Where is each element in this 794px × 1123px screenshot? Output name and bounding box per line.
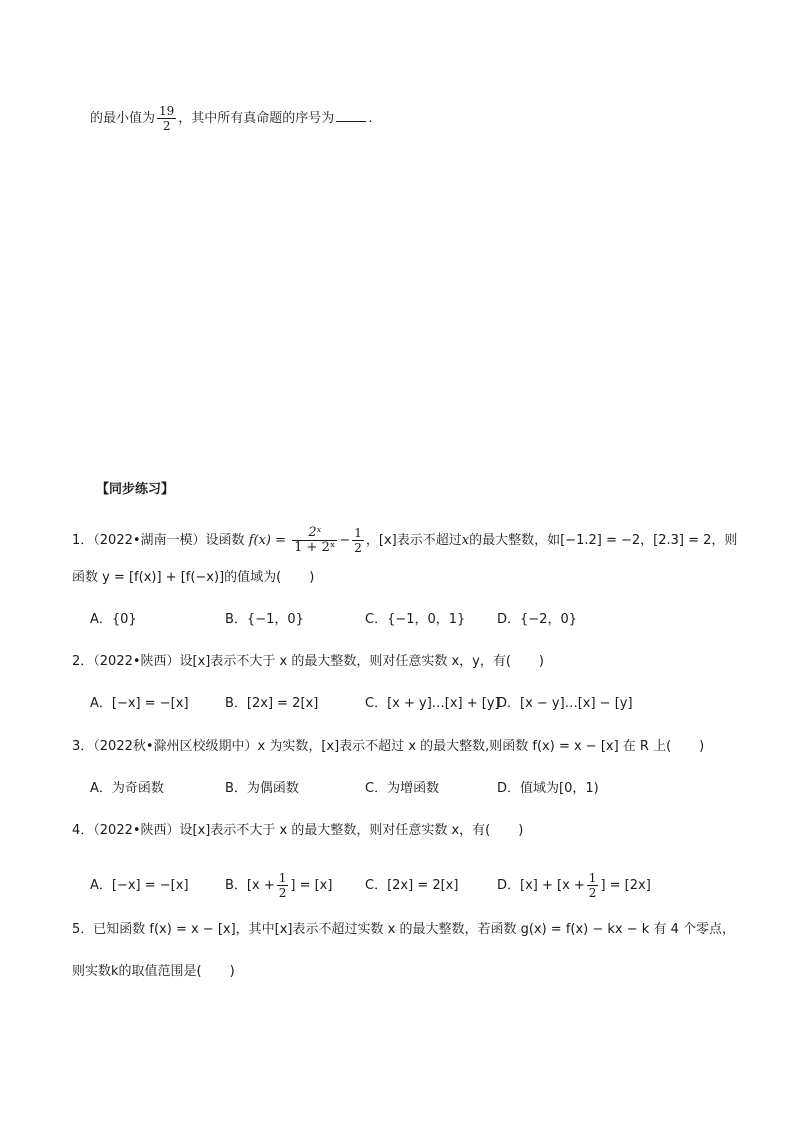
question-3-line: 3．（2022秋•滁州区校级期中）x 为实数，[x]表示不超过 x 的最大整数,则函数 f(x) = x − [x] 在 R 上( ) xyxy=(72,739,705,754)
q1-option-b[interactable]: B．{−1，0} xyxy=(225,612,304,627)
q1-option-c[interactable]: C．{−1，0，1} xyxy=(365,612,466,627)
q4-option-a[interactable]: A．[−x] = −[x] xyxy=(90,878,189,893)
q1-option-a[interactable]: A．{0} xyxy=(90,612,137,627)
section-title: 【同步练习】 xyxy=(96,482,175,497)
fraction-1-over-2: $\frac{1}{2}$ xyxy=(278,871,287,900)
carryover-suffix: ，其中所有真命题的序号为 xyxy=(178,111,335,126)
question-4-line: 4．（2022•陕西）设[x]表示不大于 x 的最大整数，则对任意实数 x，有( ) xyxy=(72,823,524,838)
question-5-line-2: 则实数k的取值范围是( ) xyxy=(72,964,235,979)
q2-option-d[interactable]: D．[x − y]…[x] − [y] xyxy=(497,696,633,711)
question-5-line-1: 5．已知函数 f(x) = x − [x]，其中[x]表示不超过实数 x 的最大整数，若函数 g(x) = f(x) − kx − k 有 4 个零点， xyxy=(72,922,735,937)
q3-option-a[interactable]: A．为奇函数 xyxy=(90,781,164,796)
function-f: f(x) = xyxy=(248,533,287,548)
carryover-prefix: 的最小值为 xyxy=(90,111,156,126)
q2-option-b[interactable]: B．[2x] = 2[x] xyxy=(225,696,319,711)
answer-blank xyxy=(336,109,366,122)
fraction-1-over-2: $\frac{1}{2}$ xyxy=(588,871,597,900)
question-1-line-2: 函数 y = [f(x)] + [f(−x)]的值域为( ) xyxy=(72,570,315,585)
q4-option-d[interactable]: D．[x] + [x + $\frac{1}{2}$ ] = [2x] xyxy=(497,871,651,900)
q4-option-b[interactable]: B．[x + $\frac{1}{2}$ ] = [x] xyxy=(225,871,333,900)
q4-option-c[interactable]: C．[2x] = 2[x] xyxy=(365,878,459,893)
fraction-1-over-2: $\frac{1}{2}$ xyxy=(354,526,362,555)
fraction-2x-over-1plus2x: $\frac{\text{2ˣ}}{\text{1 + 2ˣ}}$ xyxy=(294,525,336,555)
q1-option-d[interactable]: D．{−2，0} xyxy=(497,612,577,627)
q3-option-d[interactable]: D．值域为[0，1) xyxy=(497,781,599,796)
question-2-line: 2．（2022•陕西）设[x]表示不大于 x 的最大整数，则对任意实数 x，y，有( ) xyxy=(72,654,544,669)
q2-option-a[interactable]: A．[−x] = −[x] xyxy=(90,696,189,711)
q3-option-b[interactable]: B．为偶函数 xyxy=(225,781,299,796)
q3-option-c[interactable]: C．为增函数 xyxy=(365,781,440,796)
q2-option-c[interactable]: C．[x + y]…[x] + [y] xyxy=(365,696,500,711)
question-1-line-1: 1．（2022•湖南一模）设函数 f(x) = $\frac{\text{2ˣ}}{\text{1 + 2ˣ}}$ − $\frac{1}{2}$ ，[x]表示不超过x的最大整数，如[−1.2] = −2，[2.3] = 2，则 xyxy=(72,525,738,555)
carryover-line: 的最小值为 $\frac{19}{2}$ ，其中所有真命题的序号为 . xyxy=(90,104,373,133)
fraction-19-over-2: $\frac{19}{2}$ xyxy=(159,104,175,133)
